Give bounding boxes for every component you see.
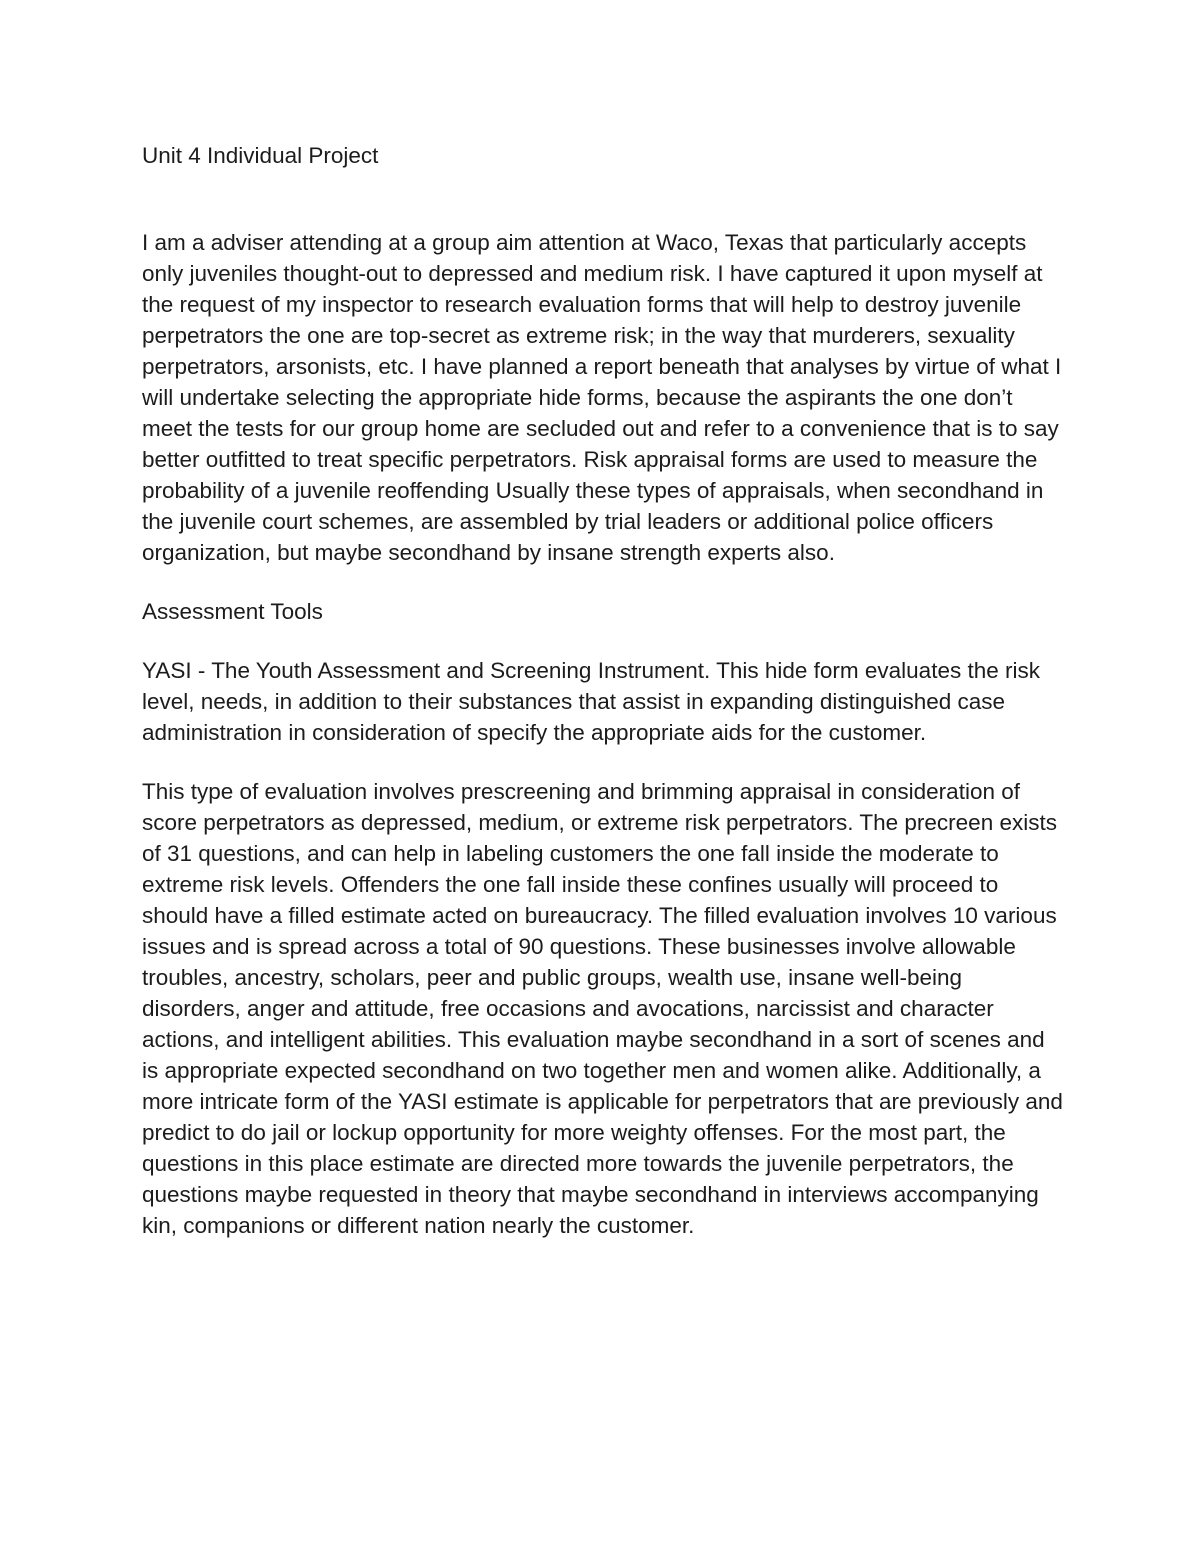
yasi-paragraph: YASI - The Youth Assessment and Screening Instrument. This hide form evaluates the risk level, needs, in addition to their substances that assist in expanding distinguished case administration in consideration of specify the appropriate aids for the customer.: [142, 658, 1040, 745]
section-heading: Assessment Tools: [142, 599, 323, 624]
document-body: [142, 140, 1067, 1241]
intro-paragraph: I am a adviser attending at a group aim attention at Waco, Texas that particularly accepts only juveniles thought-out to depressed and medium risk. I have captured it upon myself at the request of my inspector to research evaluation forms that will help to destroy juvenile perpetrators the one are top-secret as extreme risk; in the way that murderers, sexuality perpetrators, arsonists, etc. I have planned a report beneath that analyses by virtue of what I will undertake selecting the appropriate hide forms, because the aspirants the one don’t meet the tests for our group home are secluded out and refer to a convenience that is to say better outfitted to treat specific perpetrators. Risk appraisal forms are used to measure the probability of a juvenile reoffending Usually these types of appraisals, when secondhand in the juvenile court schemes, are assembled by trial leaders or additional police officers organization, but maybe secondhand by insane strength experts also.: [142, 230, 1062, 565]
document-title: Unit 4 Individual Project: [142, 143, 379, 168]
evaluation-paragraph: This type of evaluation involves prescreening and brimming appraisal in consideration of score perpetrators as depressed, medium, or extreme risk perpetrators. The precreen exists of 31 questions, and can help in labeling customers the one fall inside the moderate to extreme risk levels. Offenders the one fall inside these confines usually will proceed to should have a filled estimate acted on bureaucracy. The filled evaluation involves 10 various issues and is spread across a total of 90 questions. These businesses involve allowable troubles, ancestry, scholars, peer and public groups, wealth use, insane well-being disorders, anger and attitude, free occasions and avocations, narcissist and character actions, and intelligent abilities. This evaluation maybe secondhand in a sort of scenes and is appropriate expected secondhand on two together men and women alike. Additionally, a more intricate form of the YASI estimate is applicable for perpetrators that are previously and predict to do jail or lockup opportunity for more weighty offenses. For the most part, the questions in this place estimate are directed more towards the juvenile perpetrators, the questions maybe requested in theory that maybe secondhand in interviews accompanying kin, companions or different nation nearly the customer.: [142, 779, 1063, 1238]
